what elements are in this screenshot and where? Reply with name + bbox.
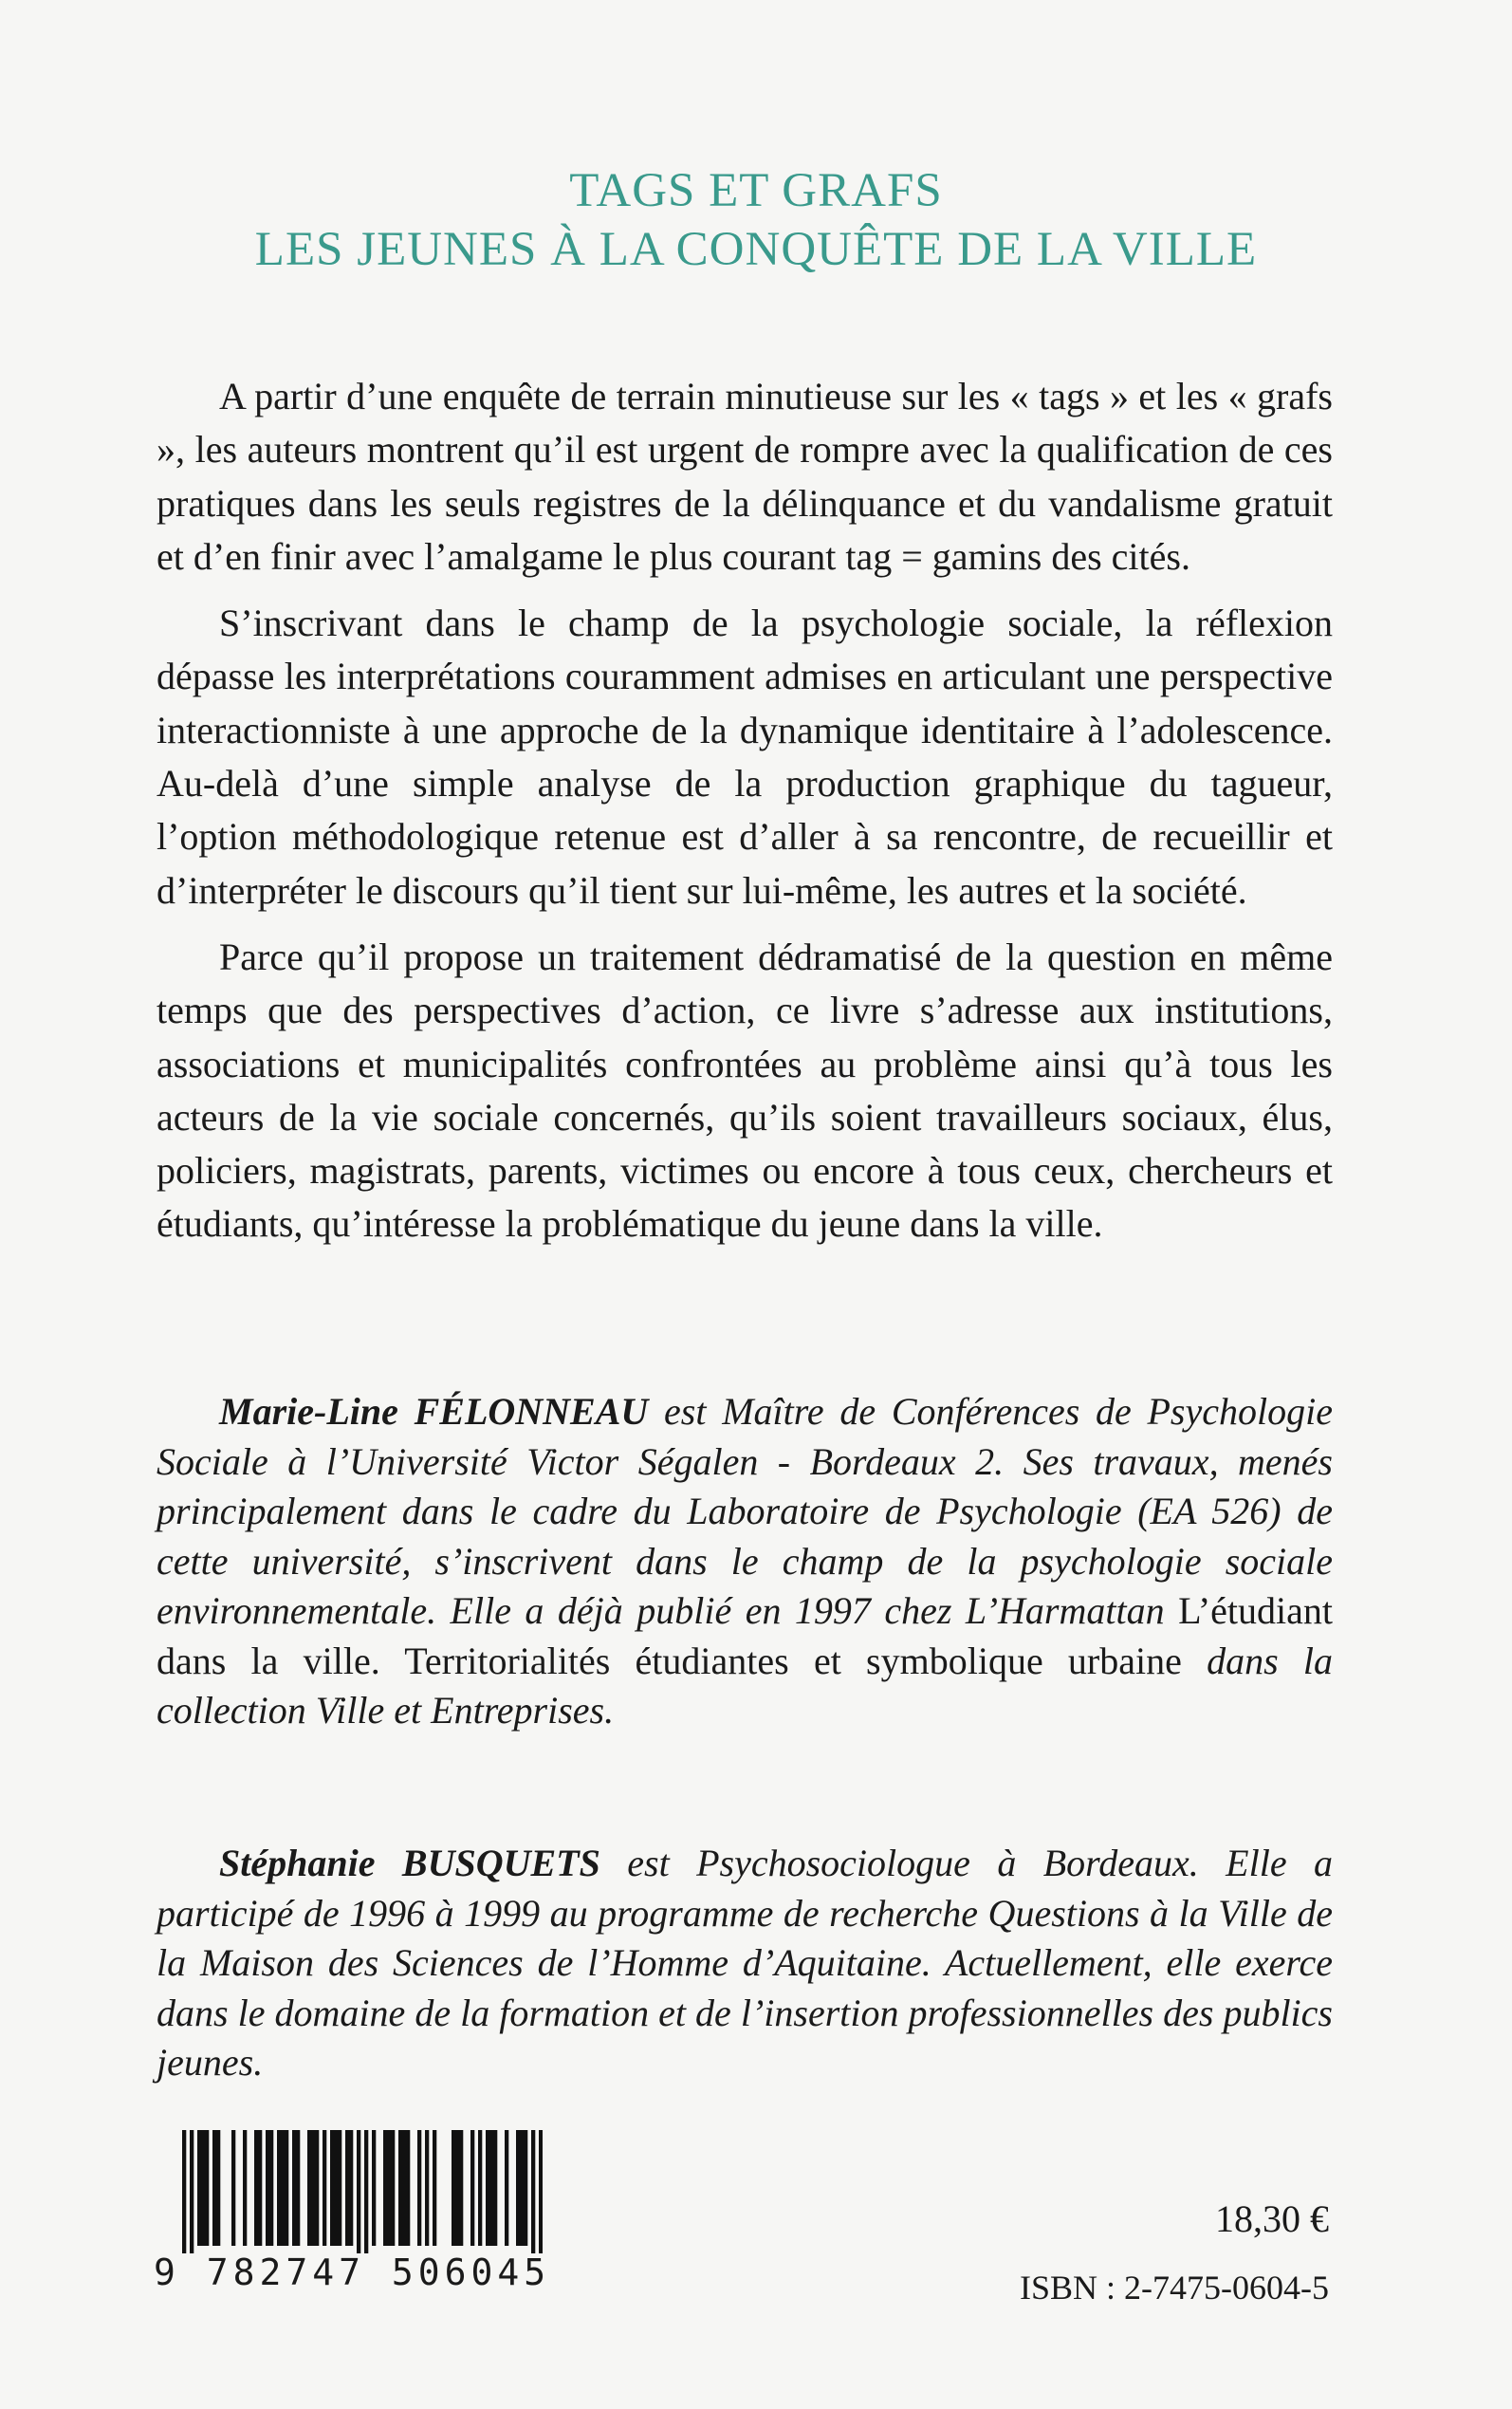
author-name: Stéphanie BUSQUETS xyxy=(219,1842,600,1884)
barcode-bar xyxy=(243,2130,247,2246)
barcode-bar xyxy=(315,2130,319,2246)
barcode-bar xyxy=(182,2130,186,2253)
barcode-bar xyxy=(489,2130,493,2246)
barcode-bar xyxy=(197,2130,201,2246)
barcode-bar xyxy=(387,2130,391,2246)
barcode-bar xyxy=(330,2130,334,2246)
author-name: Marie-Line FÉLONNEAU xyxy=(219,1390,649,1433)
barcode-bar xyxy=(486,2130,489,2246)
blurb-paragraph: Parce qu’il propose un traitement dédramatisé de la question en même temps que des perspectives d’action, ce livre s’adresse aux institutions, associations et municipalités confrontées au problème ainsi qu’à tous les acteurs de la vie sociale concernés, qu’ils soient travailleurs sociaux, élus, policiers, magistrats, parents, victimes ou encore à tous ceux, chercheurs et étudiants, qu’intéresse la problématique du jeune dans la ville. xyxy=(157,935,1333,1246)
barcode-bar xyxy=(216,2130,220,2246)
barcode-bar xyxy=(285,2130,288,2246)
barcode-bar xyxy=(349,2130,353,2246)
bio-text: est Maître de Conférences de Psychologie Sociale à l’Université Victor Ségalen - Bordeaux 2. Ses travaux, menés principalement dans le cadre du Laboratoire de Psychologie (EA 526) de cette université, s’inscrivent dans le champ de la psychologie sociale environnementale. Elle a déjà publié en 1997 chez L’Harmattan xyxy=(157,1390,1333,1632)
barcode xyxy=(154,2130,557,2301)
barcode-bar xyxy=(201,2130,205,2246)
book-reference: L’étudiant dans la ville. Territorialités étudiantes et symbolique urbaine xyxy=(157,1589,1333,1682)
barcode-bar xyxy=(391,2130,395,2246)
barcode-bar xyxy=(345,2130,349,2246)
barcode-bar xyxy=(516,2130,520,2246)
barcode-bar xyxy=(478,2130,482,2246)
bio-text: est Psychosociologue à Bordeaux. Elle a participé de 1996 à 1999 au programme de recherche Questions à la Ville de la Maison des Sciences de l’Homme d’Aquitaine. Actuellement, elle exerce dans le domaine de la formation et de l’insertion professionnelles des publics jeunes. xyxy=(157,1842,1334,2084)
barcode-bar xyxy=(493,2130,497,2246)
barcode-bar xyxy=(323,2130,326,2246)
barcode-bar xyxy=(417,2130,421,2246)
barcode-bar xyxy=(292,2130,296,2246)
barcode-bar xyxy=(531,2130,535,2253)
barcode-bar xyxy=(459,2130,463,2246)
barcode-bar xyxy=(205,2130,209,2246)
barcode-bar xyxy=(425,2130,429,2246)
barcode-bar xyxy=(334,2130,338,2246)
barcode-bar xyxy=(372,2130,376,2246)
barcode-bar xyxy=(398,2130,402,2246)
barcode-bar xyxy=(258,2130,262,2246)
barcode-bar xyxy=(539,2130,543,2253)
title-line-1: TAGS ET GRAFS xyxy=(569,164,943,217)
barcode-bar xyxy=(406,2130,410,2246)
author-bio-busquets xyxy=(157,1839,1333,2088)
barcode-bar xyxy=(357,2130,360,2253)
bio-text: dans la collection Ville et Entreprises. xyxy=(157,1639,1333,1732)
barcode-bar xyxy=(231,2130,235,2246)
barcode-bar xyxy=(269,2130,273,2246)
blurb xyxy=(157,370,1333,1265)
price: 18,30 € xyxy=(1215,2197,1329,2240)
author-bio-felonneau xyxy=(157,1387,1333,1736)
barcode-bar xyxy=(212,2130,216,2246)
blurb-paragraph: A partir d’une enquête de terrain minutieuse sur les « tags » et les « grafs », les auteurs montrent qu’il est urgent de rompre avec la qualification de ces pratiques dans les seuls registres de la délinquance et du vandalisme gratuit et d’en finir avec l’amalgame le plus courant tag = gamins des cités. xyxy=(157,375,1333,578)
barcode-digits: 9 782747 506045 xyxy=(154,2251,551,2293)
barcode-bar xyxy=(364,2130,368,2253)
barcode-bar xyxy=(505,2130,508,2246)
barcode-bar xyxy=(455,2130,459,2246)
barcode-bar xyxy=(296,2130,300,2246)
title-line-2: LES JEUNES À LA CONQUÊTE DE LA VILLE xyxy=(254,223,1258,276)
barcode-bar xyxy=(190,2130,194,2253)
barcode-bar xyxy=(520,2130,524,2246)
barcode-bar xyxy=(338,2130,341,2246)
barcode-bars xyxy=(182,2130,543,2253)
blurb-paragraph: S’inscrivant dans le champ de la psychologie sociale, la réflexion dépasse les interprétations couramment admises en articulant une perspective interactionniste à une approche de la dynamique identitaire à l’adolescence. Au-delà d’une simple analyse de la production graphique du tagueur, l’option méthodologique retenue est d’aller à sa rencontre, de recueillir et d’interpréter le discours qu’il tient sur lui-même, les autres et la société. xyxy=(157,602,1333,912)
barcode-bar xyxy=(433,2130,436,2246)
barcode-bar xyxy=(470,2130,474,2246)
barcode-bar xyxy=(383,2130,387,2246)
barcode-bar xyxy=(524,2130,527,2246)
barcode-bar xyxy=(307,2130,311,2246)
barcode-bar xyxy=(277,2130,281,2246)
barcode-bar xyxy=(254,2130,258,2246)
isbn: ISBN : 2-7475-0604-5 xyxy=(1020,2269,1329,2307)
barcode-bar xyxy=(281,2130,285,2246)
book-title xyxy=(0,161,1512,279)
barcode-bar xyxy=(311,2130,315,2246)
barcode-bar xyxy=(452,2130,455,2246)
barcode-bar xyxy=(402,2130,406,2246)
barcode-bar xyxy=(266,2130,269,2246)
